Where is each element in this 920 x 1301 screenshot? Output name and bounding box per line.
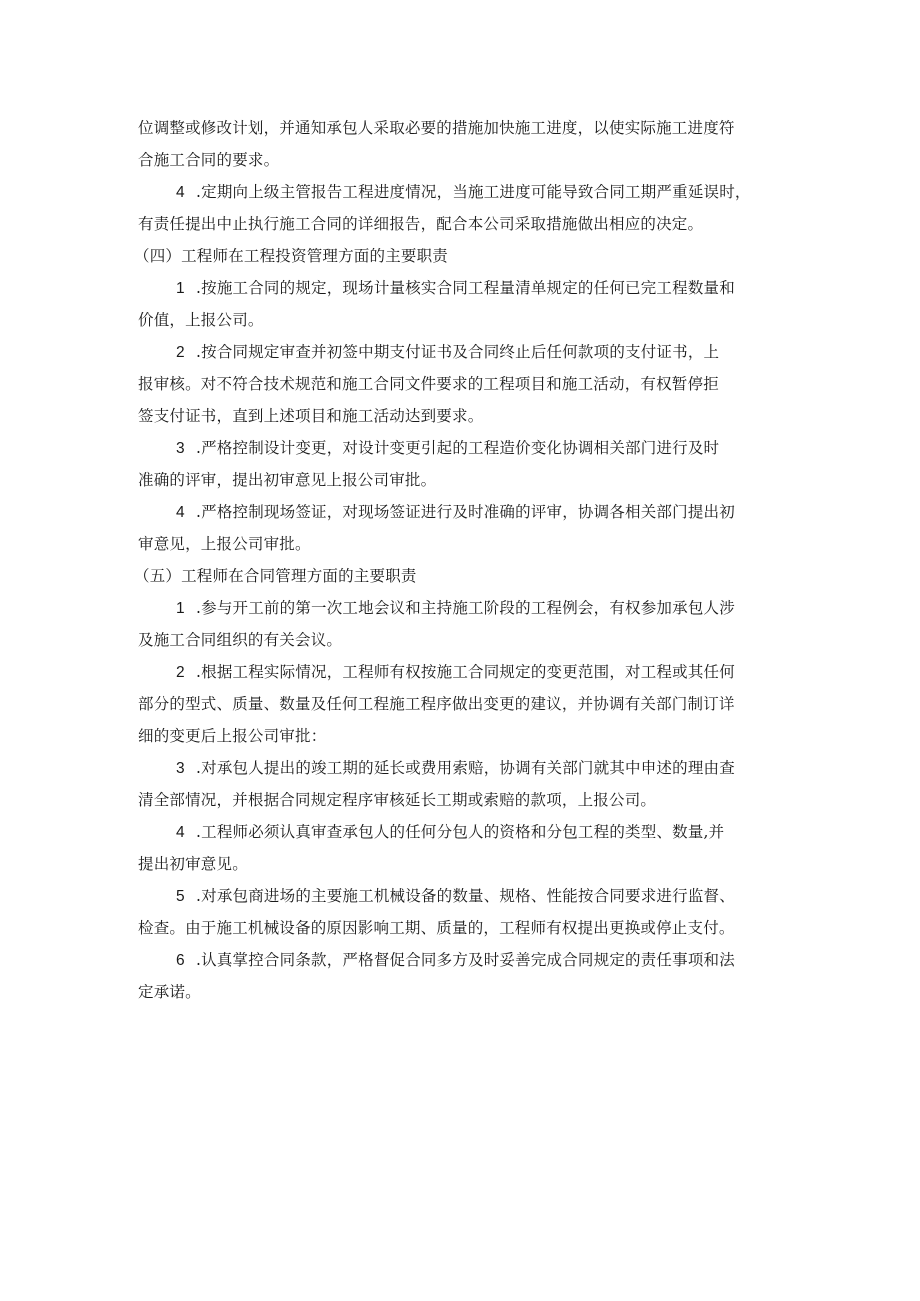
line-text: （四）工程师在工程投资管理方面的主要职责	[134, 247, 449, 265]
text-line	[138, 432, 798, 464]
item-number: 2	[176, 344, 185, 361]
item-number: 1	[176, 600, 185, 617]
text-line	[138, 176, 798, 208]
text-line	[138, 144, 798, 176]
text-line	[138, 208, 798, 240]
text-line	[138, 976, 798, 1008]
item-number: 3	[176, 760, 185, 777]
item-number: 6	[176, 952, 185, 969]
text-line	[138, 816, 798, 848]
line-text: .定期向上级主管报告工程进度情况，当施工进度可能导致合同工期严重延误时，	[196, 183, 751, 201]
line-text: 部分的型式、质量、数量及任何工程施工程序做出变更的建议，并协调有关部门制订详	[138, 695, 735, 713]
line-text: .对承包商进场的主要施工机械设备的数量、规格、性能按合同要求进行监督、	[196, 887, 735, 905]
line-text: 细的变更后上报公司审批：	[138, 727, 327, 745]
line-text: 定承诺。	[138, 983, 201, 1001]
section-heading	[134, 560, 798, 592]
text-line	[138, 688, 798, 720]
text-line	[138, 496, 798, 528]
line-text: 提出初审意见。	[138, 855, 248, 873]
text-line	[138, 912, 798, 944]
section-heading	[134, 240, 798, 272]
line-text: .严格控制设计变更，对设计变更引起的工程造价变化协调相关部门进行及时	[196, 439, 720, 457]
line-text: 检查。由于施工机械设备的原因影响工期、质量的，工程师有权提出更换或停止支付。	[138, 919, 735, 937]
line-text: .按合同规定审查并初签中期支付证书及合同终止后任何款项的支付证书，上	[196, 343, 720, 361]
line-text: .认真掌控合同条款，严格督促合同多方及时妥善完成合同规定的责任事项和法	[196, 951, 735, 969]
line-text: 有责任提出中止执行施工合同的详细报告，配合本公司采取措施做出相应的决定。	[138, 215, 704, 233]
line-text: .根据工程实际情况，工程师有权按施工合同规定的变更范围，对工程或其任何	[196, 663, 735, 681]
text-line	[138, 592, 798, 624]
item-number: 4	[176, 504, 185, 521]
line-text: 清全部情况，并根据合同规定程序审核延长工期或索赔的款项，上报公司。	[138, 791, 657, 809]
line-text: 报审核。对不符合技术规范和施工合同文件要求的工程项目和施工活动，有权暂停拒	[138, 375, 719, 393]
text-line	[138, 304, 798, 336]
document-body	[134, 112, 798, 1008]
line-text: 位调整或修改计划，并通知承包人采取必要的措施加快施工进度，以使实际施工进度符	[138, 119, 735, 137]
text-line	[138, 784, 798, 816]
item-number: 4	[176, 184, 185, 201]
line-text: .对承包人提出的竣工期的延长或费用索赔，协调有关部门就其中申述的理由查	[196, 759, 735, 777]
line-text: 价值，上报公司。	[138, 311, 264, 329]
line-text: .按施工合同的规定，现场计量核实合同工程量清单规定的任何已完工程数量和	[196, 279, 735, 297]
text-line	[138, 464, 798, 496]
text-line	[138, 848, 798, 880]
text-line	[138, 400, 798, 432]
line-text: .工程师必须认真审查承包人的任何分包人的资格和分包工程的类型、数量,并	[196, 823, 725, 841]
item-number: 1	[176, 280, 185, 297]
line-text: 准确的评审，提出初审意见上报公司审批。	[138, 471, 437, 489]
text-line	[138, 624, 798, 656]
item-number: 4	[176, 824, 185, 841]
line-text: 合施工合同的要求。	[138, 151, 280, 169]
text-line	[138, 944, 798, 976]
item-number: 3	[176, 440, 185, 457]
text-line	[138, 720, 798, 752]
line-text: .参与开工前的第一次工地会议和主持施工阶段的工程例会，有权参加承包人涉	[196, 599, 735, 617]
text-line	[138, 368, 798, 400]
item-number: 2	[176, 664, 185, 681]
text-line	[138, 880, 798, 912]
line-text: .严格控制现场签证，对现场签证进行及时准确的评审，协调各相关部门提出初	[196, 503, 735, 521]
text-line	[138, 112, 798, 144]
text-line	[138, 336, 798, 368]
line-text: （五）工程师在合同管理方面的主要职责	[134, 567, 417, 585]
item-number: 5	[176, 888, 185, 905]
line-text: 签支付证书，直到上述项目和施工活动达到要求。	[138, 407, 484, 425]
text-line	[138, 752, 798, 784]
text-line	[138, 272, 798, 304]
line-text: 审意见，上报公司审批。	[138, 535, 311, 553]
text-line	[138, 656, 798, 688]
text-line	[138, 528, 798, 560]
line-text: 及施工合同组织的有关会议。	[138, 631, 343, 649]
